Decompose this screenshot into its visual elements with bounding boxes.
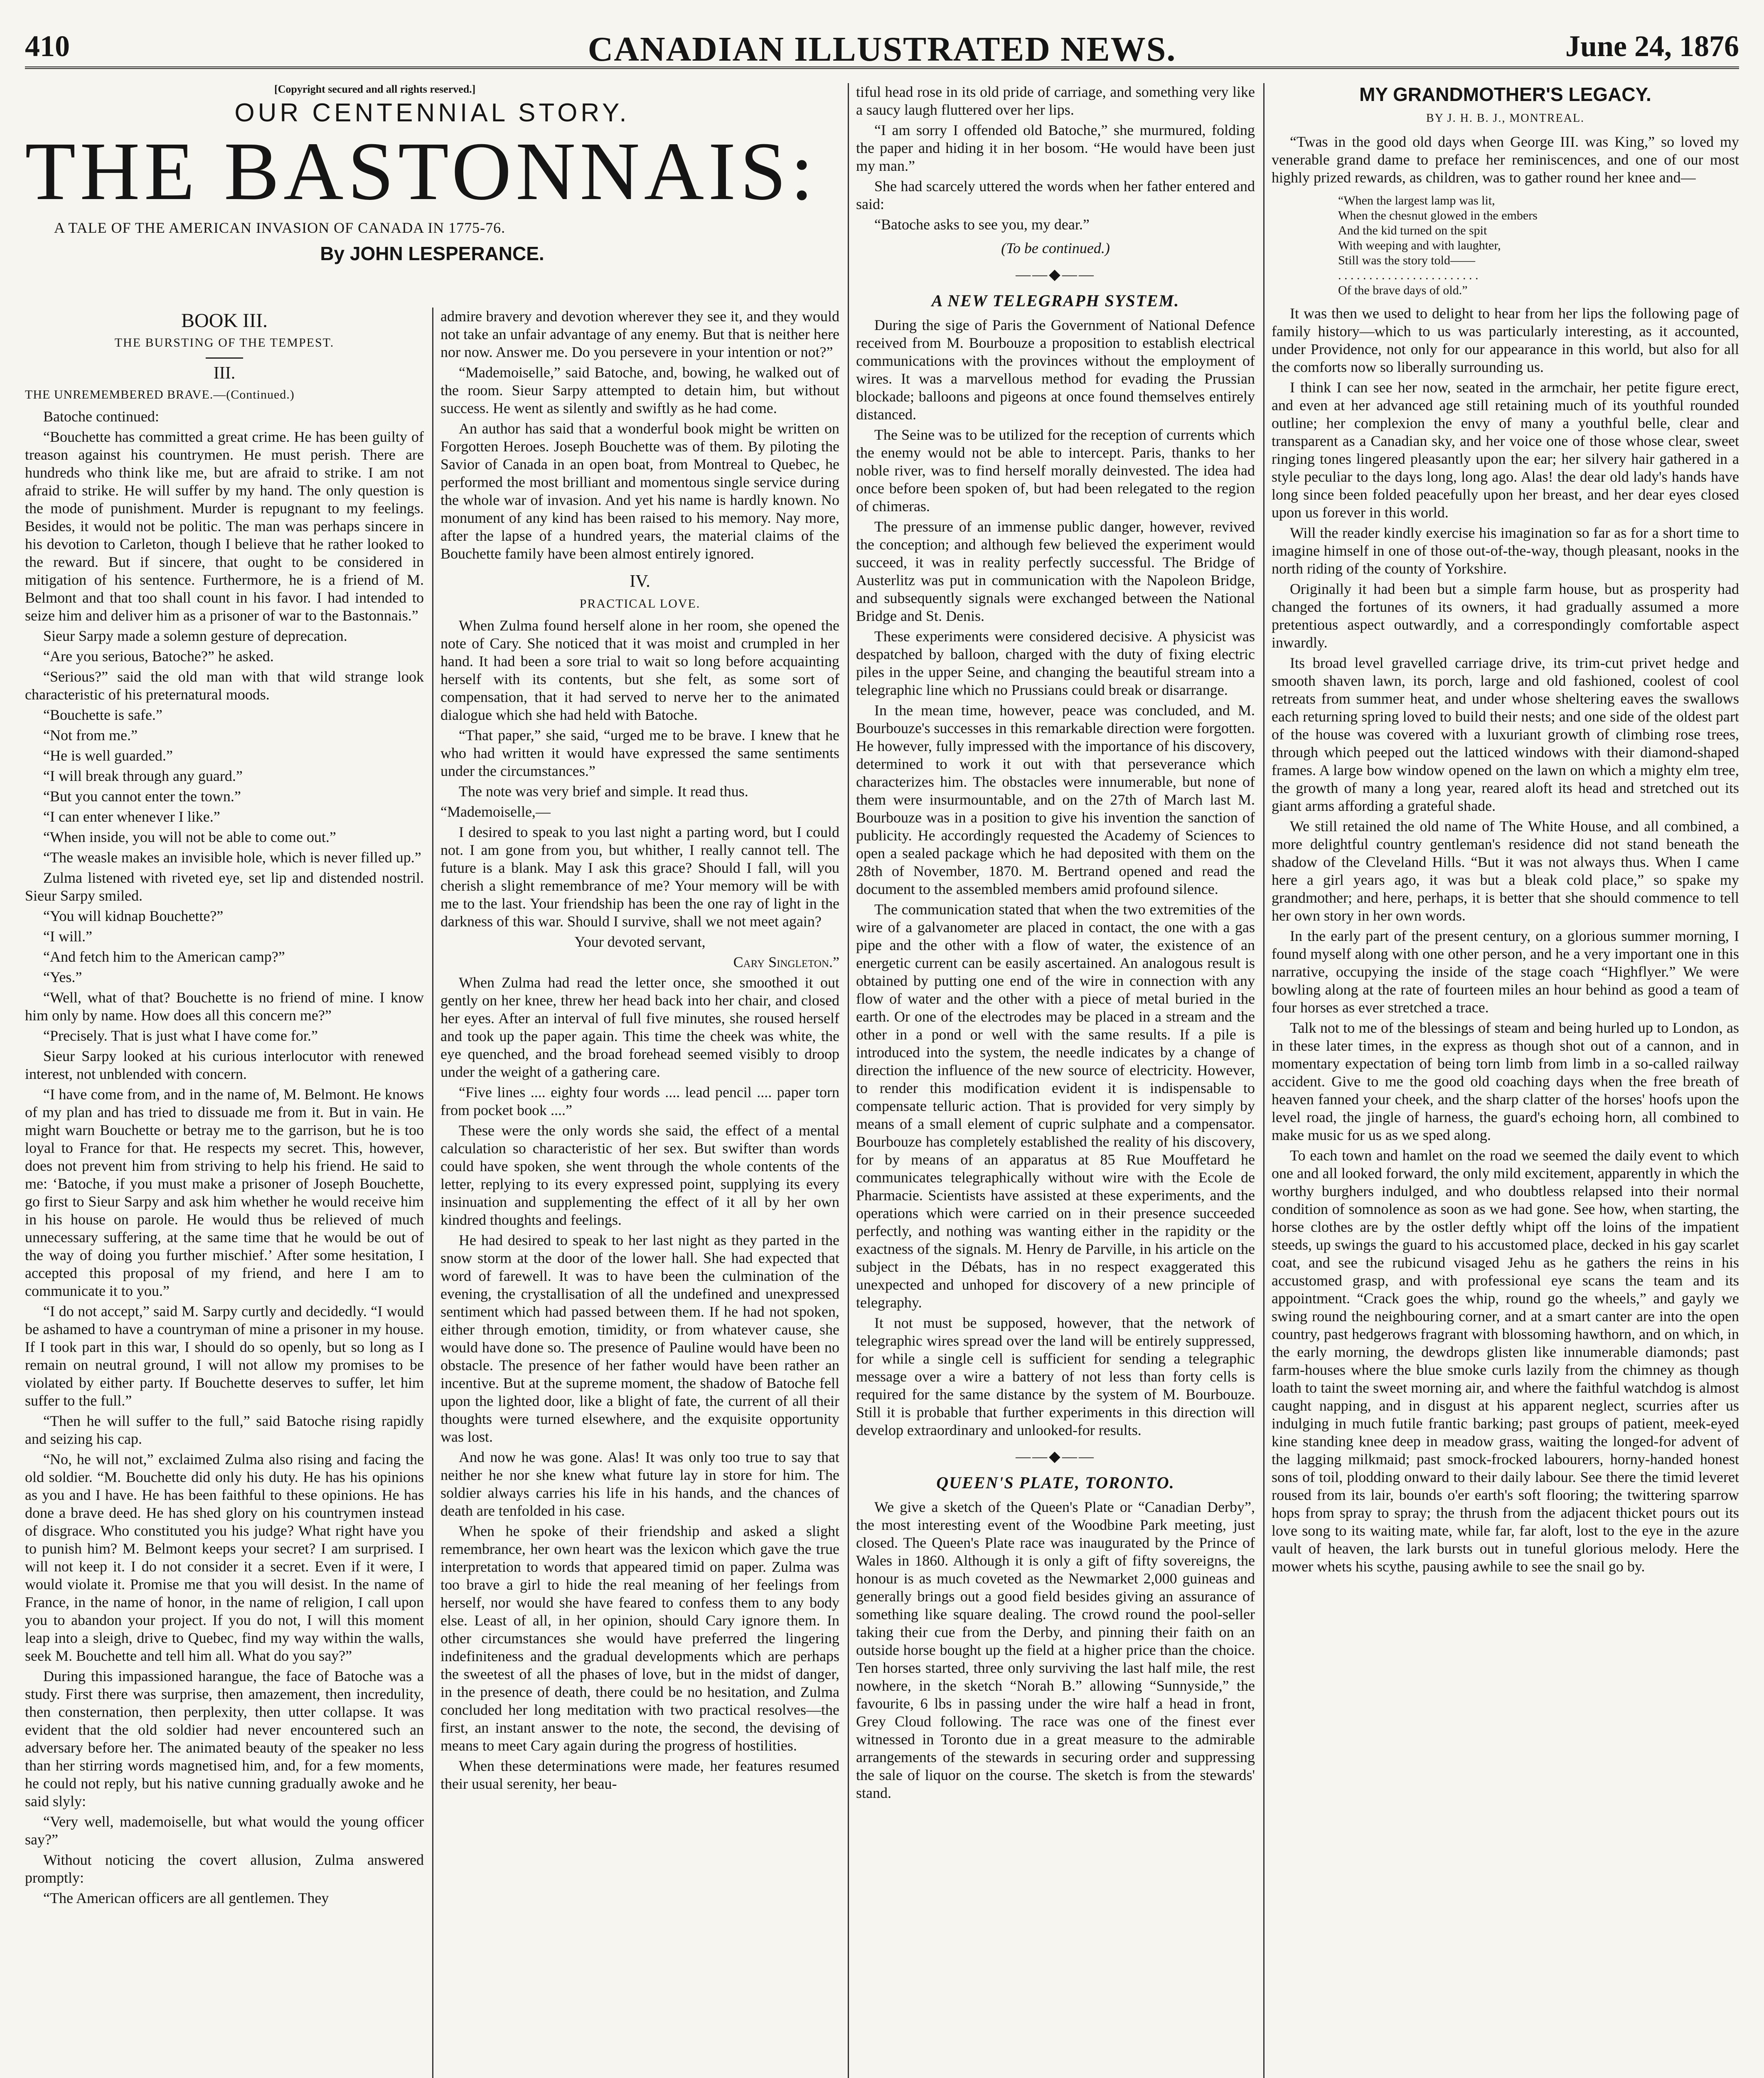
letter-signature: Cary Singleton.” — [733, 954, 839, 970]
paragraph: “Very well, mademoiselle, but what would the young officer say?” — [25, 1813, 424, 1848]
column-1 — [25, 308, 424, 2078]
paragraph: These experiments were considered decisive. A physicist was despatched by balloon, charged with the duty of fixing electric piles in the upper Seine, and changing the beautiful stream into a telegraphic line which no Prussians could break or disarrange. — [856, 628, 1255, 698]
paragraph: “Five lines .... eighty four words .... lead pencil .... paper torn from pocket book ....” — [440, 1084, 839, 1118]
paragraph: “The American officers are all gentlemen. They — [43, 1890, 329, 1906]
paragraph: He had desired to speak to her last night as they parted in the snow storm at the door of the lower hall. She had expected that word of farewell. It was to have been the culmination of the evening, the crystallisation of all the undefined and unexpressed sentiment which had passed between them. If he had not spoken, either through emotion, timidity, or from whatever cause, she would have done so. The presence of Pauline would have been no obstacle. The presence of her father would have been rather an incentive. But at the supreme moment, the shadow of Batoche fell upon the lighted door, like a blight of fate, the current of all their thoughts were turned elsewhere, and the exquisite opportunity was lost. — [440, 1232, 839, 1445]
paragraph: Batoche continued: — [43, 408, 159, 425]
to-be-continued: (To be continued.) — [1001, 240, 1110, 256]
paragraph: “Bouchette has committed a great crime. He has been guilty of treason against his countrymen. He must perish. There are hundreds who think like me, but are afraid to strike. I am not afraid to strike. He will suffer by my hand. The only question is the mode of punishment. Murder is repugnant to my feelings. Besides, it would not be politic. The man was perhaps sincere in his devotion to Carleton, though I believe that he rather looked to the reward. But if sincere, that ought to be considered in mitigation of his sentence. Furthermore, he is a friend of M. Belmont and that too shall count in his favor. I had intended to seize him and deliver him as a prisoner of war to the Bastonnais.” — [25, 428, 424, 624]
legacy-headline: MY GRANDMOTHER'S LEGACY. — [1359, 84, 1651, 105]
poem-line: And the kid turned on the spit — [1338, 224, 1487, 237]
paragraph: We still retained the old name of The White House, and all combined, a more delightful country gentleman's residence did not stand beneath the shadow of the Cleveland Hills. “But it was not always thus. When I came here a girl years ago, it was but a bleak cold place,” so spake my grandmother; and here, perhaps, it is better that she should commence to tell her own story in her own words. — [1272, 818, 1739, 924]
paragraph: “Well, what of that? Bouchette is no friend of mine. I know him only by name. How does all this concern me?” — [25, 989, 424, 1024]
paragraph: “I will.” — [43, 928, 92, 945]
paragraph: “Bouchette is safe.” — [43, 707, 162, 723]
paragraph: “You will kidnap Bouchette?” — [43, 908, 224, 924]
paragraph: “Then he will suffer to the full,” said Batoche rising rapidly and seizing his cap. — [25, 1413, 424, 1447]
chapter-title: PRACTICAL LOVE. — [579, 597, 701, 611]
column-rule — [432, 308, 433, 2078]
paragraph: An author has said that a wonderful book might be written on Forgotten Heroes. Joseph Bouchette was of them. By piloting the Savior of Canada in an open boat, from Montreal to Quebec, he performed the most brilliant and momentous single service during the whole war of invasion. And yet his name is hardly known. No monument of any kind has been raised to his memory. Nay more, after the lapse of a hundred years, the material claims of the Bouchette family have been almost entirely ignored. — [440, 420, 839, 562]
masthead — [25, 29, 1739, 69]
newspaper-title: CANADIAN ILLUSTRATED NEWS. — [588, 30, 1176, 69]
paragraph: When he spoke of their friendship and asked a slight remembrance, her own heart was the lexicon which gave the true interpretation to words that appeared timid on paper. Zulma was too brave a girl to hide the real meaning of her feelings from herself, nor would she have feared to confess them to any body else. Least of all, in her opinion, should Cary ignore them. In other circumstances she would have preferred the lingering indefiniteness and the gradual developments which are perhaps the sweetest of all the phases of love, but in the midst of danger, in the presence of death, there could be no hesitation, and Zulma concluded her long meditation with two practical resolves—the first, an instant answer to the note, the second, the devising of means to meet Cary again during the progress of hostilities. — [440, 1523, 839, 1754]
paragraph: When Zulma found herself alone in her room, she opened the note of Cary. She noticed that it was moist and crumpled in her hand. It had been a sore trial to wait so long before acquainting herself with its contents, but she felt, as some sort of compensation, that it had served to nerve her to the animated dialogue which she had held with Batoche. — [440, 617, 839, 723]
paragraph: Its broad level gravelled carriage drive, its trim-cut privet hedge and smooth shaven lawn, its porch, large and old fashioned, coolest of cool retreats from summer heat, and under whose sheltering eaves the swallows each returning spring loved to build their nests; and one side of the oldest part of the house was covered with a luxuriant growth of climbing rose trees, through which peeped out the latticed windows with their diamond-shaped frames. A large bow window opened on the lawn on which a mighty elm tree, the growth of many a long year, reared aloft its head and stretched out its giant arms affording a grateful shade. — [1272, 655, 1739, 814]
paragraph: The Seine was to be utilized for the reception of currents which the enemy would not be able to intercept. Paris, thanks to her noble river, was to find herself morally deinvested. The idea had once before been spoken of, but had been relegated to the region of chimeras. — [856, 426, 1255, 515]
paragraph: admire bravery and devotion wherever they see it, and they would not take an unfair advantage of any enemy. But that is neither here nor now. Answer me. Do you persevere in your intention or not?” — [440, 308, 839, 360]
paragraph: “Not from me.” — [43, 727, 138, 744]
column-4 — [1272, 83, 1739, 2078]
copyright-note: [Copyright secured and all rights reserved.] — [274, 83, 476, 95]
paragraph: Zulma listened with riveted eye, set lip and distended nostril. Sieur Sarpy smiled. — [25, 869, 424, 904]
paragraph: She had scarcely uttered the words when her father entered and said: — [856, 178, 1255, 212]
telegraph-headline: A NEW TELEGRAPH SYSTEM. — [931, 291, 1180, 310]
letter-salutation: “Mademoiselle,— — [440, 803, 551, 820]
paragraph: In the mean time, however, peace was concluded, and M. Bourbouze's successes in this remarkable direction were forgotten. He however, fully impressed with the importance of his discovery, determined to work it out with that perseverance which characterizes him. The obstacles were innumerable, but none of them were insurmountable, and on the 27th of March last M. Bourbouze was in a position to give his invention the sanction of publicity. He accordingly requested the Academy of Sciences to open a sealed package which he had deposited with them on the 28th of November, 1870. M. Bertrand opened and read the document to the assembled members amid profound silence. — [856, 702, 1255, 897]
paragraph: Talk not to me of the blessings of steam and being hurled up to London, as in these later times, in the express as though shot out of a cannon, and in momentary expectation of being torn limb from limb in a so-called railway accident. Give to me the good old coaching days when the free breath of heaven fanned your cheek, and the sharp clatter of the horses' hoofs upon the level road, the jingle of harness, the guard's echoing horn, all combined to make music for us as we sped along. — [1272, 1019, 1739, 1143]
poem-line: With weeping and with laughter, — [1338, 239, 1501, 252]
chapter-number: III. — [213, 364, 236, 383]
paragraph: “That paper,” she said, “urged me to be brave. I knew that he who had written it would have expressed the same sentiments under the circumstances.” — [440, 727, 839, 779]
paragraph: “I am sorry I offended old Batoche,” she murmured, folding the paper and hiding it in her bosom. “He would have been just my man.” — [856, 122, 1255, 174]
column-2 — [440, 308, 839, 2078]
paragraph: “Twas in the good old days when George III. was King,” so loved my venerable grand dame to preface her reminiscences, and one of our most highly prized rewards, as children, was to gather round her knee and— — [1272, 133, 1739, 186]
paragraph: We give a sketch of the Queen's Plate or “Canadian Derby”, the most interesting event of the Woodbine Park meeting, just closed. The Queen's Plate race was inaugurated by the Prince of Wales in 1860. Although it is only a gift of fifty sovereigns, the honour is as much coveted as the Newmarket 2,000 guineas and generally brings out a good field besides giving an assurance of something like square dealing. The crowd round the pool-seller taking their cue from the Derby, and pinning their faith on an outside horse bought up the field at a higher price than the choice. Ten horses started, three only surviving the last half mile, the rest nowhere, in the sketch “Norah B.” allowing “Sunnyside,” the favourite, 6 lbs in passing under the wire half a head in front, Grey Cloud following. The race was one of the finest ever witnessed in Toronto due in a great measure to the admirable arrangements of the stewards in securing order and suppressing the sale of liquor on the course. The sketch is from the stewards' stand. — [856, 1499, 1255, 1801]
paragraph: “I can enter whenever I like.” — [43, 808, 220, 825]
queens-plate-headline: QUEEN'S PLATE, TORONTO. — [936, 1473, 1175, 1492]
paragraph: During this impassioned harangue, the face of Batoche was a study. First there was surprise, then amazement, then incredulity, then consternation, then perplexity, then utter collapse. It was evident that the old soldier had never encountered such an adversary before her. The animated beauty of the speaker no less than her stirring words magnetised him, and, for a few moments, he could not reply, but his native cunning gradually awoke and he said slyly: — [25, 1668, 424, 1810]
paragraph: To each town and hamlet on the road we seemed the daily event to which one and all looked forward, the only mild excitement, apparently in which the worthy burghers indulged, and who doubtless relapsed into their normal condition of somnolence as soon as we had gone. See how, when starting, the horse clothes are by the ostler deftly whipt off the loins of the impatient steeds, up swings the guard to his accustomed place, decked in his gay scarlet coat, and see the rubicund visaged Jehu as he gathers the reins in his accustomed grasp, and with professional eye scans the team and its appointment. “Crack goes the whip, round go the wheels,” and gayly we swing round the neighbouring corner, and at a smart canter are into the open country, past hedgerows fragrant with blossoming hawthorn, and on which, in the early morning, the dewdrops glisten like innumerable diamonds; past farm-houses where the blue smoke curls lazily from the chimney as though loath to taint the sweet morning air, and where the faithful watchdog is almost caught napping, and in disgust at his apparent neglect, scurries after us indulging in much futile frantic barking; past groups of patient, meek-eyed kine standing knee deep in meadow grass, waiting the longed-for advent of the lagging milkmaid; past smock-frocked labourers, horny-handed honest sons of toil, plodding onward to their daily labour. See there the timid leveret roused from its lair, bounds o'er earth's soft flooring; the twittering sparrow hops from spray to spray; the thrush from the adjacent thicket pours out its love song to its waiting mate, while far, far aloft, lost to the eye in the azure vault of heaven, the lark bursts out in tuneful glorious melody. Here the mower whets his scythe, pausing awhile to see the snail go by. — [1272, 1147, 1739, 1575]
paragraph: It was then we used to delight to hear from her lips the following page of family history—which to us was particularly interesting, as it accounted, under Providence, not only for our appearance in this world, but also for all the comforts now so liberally surrounding us. — [1272, 305, 1739, 375]
poem-line: . . . . . . . . . . . . . . . . . . . . . . . — [1338, 268, 1479, 282]
poem-line: Still was the story told—— — [1338, 254, 1475, 267]
letter-body: I desired to speak to you last night a parting word, but I could not. I am gone from you, but whither, I really cannot tell. The future is a blank. May I ask this grace? Should I fall, will you cherish a slight remembrance of me? Your memory will be with me to the last. Your friendship has been the one ray of light in the darkness of this war. Should I survive, shall we not meet again? — [440, 824, 839, 930]
paragraph: In the early part of the present century, on a glorious summer morning, I found myself along with one other person, and he a very important one in this narrative, occupying the inside of the stage coach “Highflyer.” We were bowling along at the rate of fourteen miles an hour behind as good a team of four horses as ever stretched a trace. — [1272, 928, 1739, 1016]
paragraph: “When inside, you will not be able to come out.” — [43, 829, 336, 845]
paragraph: It not must be supposed, however, that the network of telegraphic wires spread over the land will be entirely suppressed, for while a single cell is sufficient for sending a telegraphic message over a wire a battery of not less than forty cells is required for the same distance by the system of M. Bourbouze. Still it is probable that further experiments in this direction will develop extraordinary and unlooked-for results. — [856, 1315, 1255, 1438]
paragraph: The note was very brief and simple. It read thus. — [459, 783, 748, 800]
paragraph: I think I can see her now, seated in the armchair, her petite figure erect, and even at her advanced age still retaining much of its youthful rounded outline; her complexion the envy of many a youthful belle, clear and transparent as a Canadian sky, and her voice one of those whose clear, sweet ringing tones lingered pleasantly upon the ear; her silvery hair gathered in a style peculiar to the days long, long ago. Alas! the dear old lady's hands have long since been folded peacefully upon her breast, and her dear eyes closed upon us forever in this world. — [1272, 379, 1739, 521]
page-number: 410 — [25, 30, 70, 63]
column-rule — [1263, 83, 1265, 2078]
paragraph: When Zulma had read the letter once, she smoothed it out gently on her knee, threw her head back into her chair, and closed her eyes. After an interval of full five minutes, she roused herself and took up the paper again. This time the cheek was white, the eye quenched, and the broad forehead seemed visibly to droop under the weight of a gathering care. — [440, 974, 839, 1080]
paragraph: “Are you serious, Batoche?” he asked. — [43, 648, 274, 665]
paragraph: “Precisely. That is just what I have come for.” — [43, 1027, 318, 1044]
book-title: THE BURSTING OF THE TEMPEST. — [114, 336, 335, 350]
paragraph: tiful head rose in its old pride of carriage, and something very like a saucy laugh fluttered over her lips. — [856, 84, 1255, 118]
paragraph: Will the reader kindly exercise his imagination so far as for a short time to imagine himself in one of those out-of-the-way, though pleasant, nooks in the north riding of the county of Yorkshire. — [1272, 524, 1739, 577]
chapter-number: IV. — [630, 572, 650, 591]
paragraph: “He is well guarded.” — [43, 747, 173, 764]
paragraph: “And fetch him to the American camp?” — [43, 948, 285, 965]
paragraph: “I will break through any guard.” — [43, 768, 243, 784]
paragraph: When these determinations were made, her features resumed their usual serenity, her beau- — [440, 1758, 839, 1792]
story-header — [25, 83, 839, 299]
paragraph: “Mademoiselle,” said Batoche, and, bowing, he walked out of the room. Sieur Sarpy attempted to detain him, but without success. He went as silently and swiftly as he had come. — [440, 364, 839, 416]
column-rule — [848, 83, 849, 2078]
chapter-title: THE UNREMEMBERED BRAVE.—(Continued.) — [25, 388, 295, 401]
divider — [206, 357, 243, 359]
poem-line: “When the largest lamp was lit, — [1338, 194, 1495, 207]
book-number: BOOK III. — [181, 310, 268, 332]
paragraph: These were the only words she said, the effect of a mental calculation so characteristic of her sex. But swifter than words could have spoken, she went through the whole contents of the letter, replying to its every expressed point, supplying its every insinuation and supplementing the effect of it all by her own kindred thoughts and feelings. — [440, 1122, 839, 1228]
paragraph: “Batoche asks to see you, my dear.” — [874, 216, 1090, 233]
paragraph: “Serious?” said the old man with that wild strange look characteristic of his preternatural moods. — [25, 668, 424, 703]
paragraph: “No, he will not,” exclaimed Zulma also rising and facing the old soldier. “M. Bouchette did only his duty. He has his opinions as you and I have. He has been faithful to these opinions. He has done a brave deed. He has shed glory on his countrymen instead of disgrace. Who constituted you his judge? What right have you to punish him? M. Belmont keeps your secret? I am surprised. I will not keep it. I do not consider it a secret. Even if it were, I would violate it. Promise me that you will desist. In the name of France, in the name of honor, in the name of religion, I call upon you to abandon your project. If you do not, I will this moment leap into a sleigh, drive to Quebec, find my way within the walls, seek M. Bouchette and tell him all. What do you say?” — [25, 1451, 424, 1664]
issue-date: June 24, 1876 — [1565, 30, 1739, 63]
poem — [1338, 193, 1739, 298]
paragraph: Originally it had been but a simple farm house, but as prosperity had changed the fortunes of its owners, it had gradually assumed a more pretentious aspect outwardly, and a correspondingly comfortable aspect inwardly. — [1272, 581, 1739, 651]
legacy-byline: BY J. H. B. J., MONTREAL. — [1426, 112, 1585, 125]
paragraph: And now he was gone. Alas! It was only too true to say that neither he nor she knew what future lay in store for him. The soldier always carries his life in his hands, and the chances of death are tenfolded in his case. — [440, 1449, 839, 1519]
divider-ornament: ——◆—— — [1016, 1448, 1095, 1465]
paragraph: The communication stated that when the two extremities of the wire of a galvanometer are placed in contact, the one with a gas pipe and the other with a flow of water, the existence of an energetic current can be easily ascertained. An analogous result is obtained by putting one end of the wire in connection with any flow of water and the other with a piece of metal buried in the earth. Or one of the electrodes may be placed in a stream and the other in a pond or well with the same results. If a pile is introduced into the system, the needle indicates by a change of direction the influence of the new source of electricity. However, to render this modification evident it is indispensable to compensate telluric action. That is provided for very simply by means of a small element of cupric sulphate and a compensator. Bourbouze has completely established the reality of his discovery, for by means of an apparatus at 85 Rue Mouffetard he communicates telegraphically without wire with the Ecole de Pharmacie. Scientists have assisted at these experiments, and the operations which were carried on in their presence succeeded perfectly, and nothing was wanting either in the rapidity or the exactness of the signals. M. Henry de Parville, in his article on the subject in the Débats, has in no respect exaggerated this unexpected and unhoped for discovery of a new principle of telegraphy. — [856, 901, 1255, 1311]
story-subtitle: A TALE OF THE AMERICAN INVASION OF CANADA IN 1775-76. — [54, 219, 506, 236]
series-title: OUR CENTENNIAL STORY. — [234, 98, 630, 127]
paragraph: “The weasle makes an invisible hole, which is never filled up.” — [43, 849, 421, 866]
poem-line: Of the brave days of old.” — [1338, 283, 1468, 297]
paragraph: “Yes.” — [43, 969, 82, 985]
paragraph: Sieur Sarpy made a solemn gesture of deprecation. — [43, 628, 347, 644]
story-title: THE BASTONNAIS: — [25, 126, 818, 217]
story-byline: By JOHN LESPERANCE. — [320, 243, 544, 264]
divider-ornament: ——◆—— — [1016, 266, 1095, 283]
column-3 — [856, 83, 1255, 2078]
poem-line: When the chesnut glowed in the embers — [1338, 209, 1538, 222]
letter-close: Your devoted servant, — [574, 933, 706, 950]
paragraph: “I have come from, and in the name of, M. Belmont. He knows of my plan and has tried to dissuade me from it. But in vain. He might warn Bouchette or betray me to the garrison, but he is too loyal to France for that. He respects my secret. This, however, does not prevent him from striving to help his friend. He said to me: ‘Batoche, if you must make a prisoner of Joseph Bouchette, go first to Sieur Sarpy and ask him whether he would receive him in his house on parole. He would thus be relieved of much unnecessary suffering, at the same time that he would be out of the way of doing you further mischief.’ After some hesitation, I accepted this proposal of my friend, and here I am to communicate it to you.” — [25, 1086, 424, 1299]
paragraph: “But you cannot enter the town.” — [43, 788, 241, 805]
paragraph: The pressure of an immense public danger, however, revived the conception; and although few believed the experiment would succeed, it was in reality perfectly successful. The Bridge of Austerlitz was put in communication with the Napoleon Bridge, and subsequently signals were exchanged between the National Bridge and St. Denis. — [856, 518, 1255, 624]
paragraph: Sieur Sarpy looked at his curious interlocutor with renewed interest, not unblended with concern. — [25, 1048, 424, 1082]
paragraph: Without noticing the covert allusion, Zulma answered promptly: — [25, 1851, 424, 1886]
paragraph: “I do not accept,” said M. Sarpy curtly and decidedly. “I would be ashamed to have a countryman of mine a prisoner in my house. If I took part in this war, I should do so openly, but so long as I remain on neutral ground, I will not allow my promises to be violated by either party. If Bouchette deserves to suffer, let him suffer to the full.” — [25, 1303, 424, 1409]
paragraph: During the sige of Paris the Government of National Defence received from M. Bourbouze a proposition to establish electrical communications with the provinces without the employment of wires. It was a marvellous method for evading the Prussian blockade; balloons and pigeons at once found themselves entirely distanced. — [856, 317, 1255, 423]
